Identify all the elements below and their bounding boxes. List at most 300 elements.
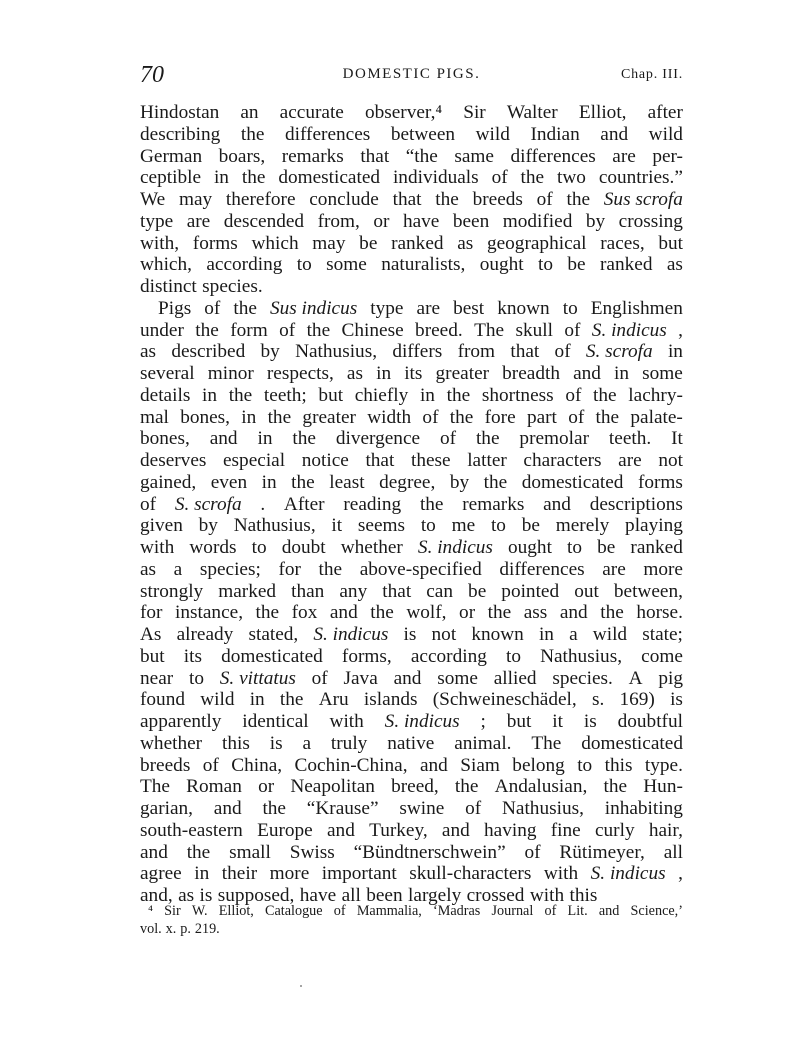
word: Aru — [318, 689, 349, 711]
word: playing — [625, 515, 683, 537]
word: important — [321, 863, 397, 885]
word: S. indicus — [591, 319, 667, 341]
word: been — [452, 210, 490, 232]
word: differences — [284, 123, 371, 145]
word: be — [521, 515, 540, 537]
word: which, — [140, 254, 192, 276]
word: by — [260, 341, 280, 363]
word: boars, — [218, 145, 266, 167]
word: differences — [499, 558, 585, 580]
text-line — [140, 472, 683, 494]
page-number: 70 — [140, 62, 164, 88]
text-line — [140, 537, 683, 559]
word: and — [327, 819, 355, 841]
word: after — [647, 102, 683, 123]
word: according — [410, 645, 487, 667]
word: of — [568, 406, 585, 428]
word: instance, — [175, 602, 244, 624]
word: having — [484, 819, 537, 841]
word: describing — [140, 123, 221, 145]
word: remarks — [462, 493, 525, 515]
word: Nathusius, — [540, 645, 623, 667]
word: Java — [343, 667, 378, 689]
word: chiefly — [354, 384, 409, 406]
word: the — [483, 471, 508, 493]
word: therefore — [225, 189, 296, 210]
word: even — [210, 471, 248, 493]
word: and — [213, 798, 242, 819]
word: with — [329, 711, 364, 732]
word: details — [140, 384, 191, 406]
word: are — [186, 210, 211, 232]
word: teeth; — [263, 384, 307, 406]
word: Sus scrofa — [603, 189, 683, 210]
word: of — [439, 428, 457, 450]
word: mal — [140, 406, 169, 428]
word: as — [140, 341, 157, 363]
word: truly — [330, 732, 368, 754]
word: more — [269, 863, 310, 885]
word: as — [346, 363, 363, 384]
word: for — [140, 602, 163, 624]
word: fox — [291, 602, 318, 624]
word: lachry- — [628, 384, 683, 406]
word: marked — [218, 580, 277, 602]
word: type — [370, 297, 404, 319]
word: especial — [223, 450, 286, 471]
word: naturalists, — [381, 254, 466, 276]
word: , — [678, 863, 683, 885]
word: ; — [480, 711, 486, 732]
word: notice — [301, 450, 349, 471]
word: skull — [515, 319, 553, 341]
word: hair, — [648, 819, 683, 841]
word: as — [178, 885, 195, 906]
word: of — [554, 341, 571, 363]
word: to — [577, 754, 593, 776]
word: Hun- — [643, 776, 683, 798]
word: degree, — [379, 471, 436, 493]
word: forms — [637, 471, 683, 493]
word: ‘Madras — [433, 903, 481, 919]
word: be — [567, 254, 586, 276]
word: respects, — [266, 363, 334, 384]
word: ranked — [630, 537, 683, 558]
word: supposed, — [217, 885, 295, 906]
word: crossed — [466, 885, 525, 906]
footnote-line — [140, 902, 683, 920]
word: and — [441, 819, 470, 841]
word: are — [416, 297, 441, 319]
text-line — [140, 581, 683, 603]
word: differs — [392, 341, 443, 363]
word: breeds — [140, 754, 191, 776]
word: these — [410, 450, 451, 471]
word: China, — [231, 754, 283, 776]
word: may — [178, 189, 213, 210]
text-line — [140, 298, 683, 320]
word: Cochin-China, — [294, 754, 408, 776]
word: to — [420, 515, 436, 537]
word: not — [431, 624, 457, 645]
word: in — [194, 863, 210, 885]
word: and — [329, 602, 358, 624]
word: the — [603, 776, 628, 798]
word: 219. — [194, 921, 220, 937]
word: whether — [140, 732, 203, 754]
word: and — [140, 841, 168, 863]
word: of — [524, 841, 541, 863]
word: words — [189, 537, 237, 558]
word: some — [326, 254, 367, 276]
word: The — [474, 319, 505, 341]
word: in — [667, 341, 683, 363]
word: Neapolitan — [290, 776, 375, 798]
word: which — [251, 232, 299, 254]
word: some — [642, 363, 683, 384]
word: remarks — [281, 145, 344, 167]
word: The — [531, 732, 562, 754]
word: me — [451, 515, 476, 537]
text-line — [140, 668, 683, 690]
word: Hindostan — [140, 102, 220, 123]
word: it — [331, 515, 343, 537]
text-line — [140, 559, 683, 581]
word: according — [206, 254, 283, 276]
text-line — [140, 602, 683, 624]
word: greater — [302, 406, 356, 428]
word: the — [435, 189, 459, 210]
word: and — [573, 363, 601, 384]
word: Nathusius, — [233, 515, 316, 537]
word: the — [279, 689, 304, 711]
word: s. — [591, 689, 605, 711]
word: of — [465, 798, 482, 819]
word: Science,’ — [630, 903, 683, 919]
word: ⁴ — [148, 903, 153, 919]
word: geographical — [486, 232, 587, 254]
word: the — [475, 428, 500, 450]
word: crossing — [618, 210, 683, 232]
word: bones, — [180, 406, 231, 428]
footnote-line — [140, 920, 683, 938]
page-header — [140, 62, 683, 92]
word: can — [426, 580, 453, 602]
word: the — [241, 167, 266, 189]
word: wild — [592, 624, 628, 645]
word: Sus indicus — [269, 297, 358, 319]
word: breeds — [472, 189, 523, 210]
word: the — [595, 406, 620, 428]
word: ought — [508, 537, 552, 558]
word: with — [543, 863, 579, 885]
word: under — [140, 319, 184, 341]
word: to — [296, 254, 312, 276]
word: with — [529, 885, 565, 906]
word: be — [468, 580, 487, 602]
word: S. scrofa — [174, 493, 242, 515]
word: part — [526, 406, 557, 428]
word: the — [446, 384, 471, 406]
word: Catalogue — [265, 903, 323, 919]
text-line — [140, 363, 683, 385]
word: for — [278, 558, 301, 580]
word: (Schweineschädel, — [432, 689, 577, 711]
word: that — [360, 145, 390, 167]
word: x. — [165, 921, 177, 937]
word: species; — [199, 558, 261, 580]
word: a — [173, 558, 183, 580]
word: horse. — [636, 602, 683, 624]
word: width — [367, 406, 412, 428]
word: S. indicus — [313, 624, 389, 645]
word: strongly — [140, 580, 204, 602]
word: domesticated — [221, 645, 323, 667]
word: S. indicus — [417, 537, 493, 558]
word: , — [678, 319, 683, 341]
word: wild — [475, 123, 510, 145]
word: the — [318, 558, 343, 580]
word: latter — [467, 450, 507, 471]
word: characters — [523, 450, 602, 471]
word: in — [376, 363, 392, 384]
text-line — [140, 820, 683, 842]
word: agree — [140, 863, 182, 885]
word: W. — [191, 903, 208, 919]
running-head: DOMESTIC PIGS. — [342, 66, 481, 82]
text-line — [140, 842, 683, 864]
word: that — [365, 450, 395, 471]
word: of — [140, 493, 157, 515]
word: S. scrofa — [585, 341, 653, 363]
word: conclude — [309, 189, 379, 210]
word: Lit. — [567, 903, 588, 919]
word: bones, — [140, 428, 190, 450]
word: observer,⁴ — [364, 102, 443, 123]
word: with, — [140, 232, 180, 254]
word: descriptions — [589, 493, 683, 515]
word: palate- — [630, 406, 683, 428]
word: A — [628, 667, 643, 689]
footnote — [140, 902, 683, 938]
word: the — [240, 123, 265, 145]
word: skull-characters — [409, 863, 532, 885]
word: that — [392, 189, 422, 210]
word: S. vittatus — [219, 667, 296, 689]
word: the — [262, 798, 286, 819]
word: a — [302, 732, 312, 754]
word: in — [261, 471, 277, 493]
word: The — [140, 776, 170, 798]
word: per- — [652, 145, 683, 167]
word: Chinese — [341, 319, 404, 341]
word: German — [140, 145, 203, 167]
word: as — [457, 232, 474, 254]
word: found — [140, 689, 185, 711]
word: the — [306, 319, 331, 341]
word: are — [618, 450, 642, 471]
word: the — [292, 428, 316, 450]
word: doubt — [281, 537, 326, 558]
text-line — [140, 798, 683, 820]
word: already — [176, 624, 234, 645]
word: and — [543, 493, 571, 515]
word: the — [233, 297, 257, 319]
word: differences — [510, 145, 596, 167]
word: Siam — [460, 754, 500, 776]
word: type. — [644, 754, 683, 776]
word: and, — [140, 885, 173, 906]
word: to — [562, 297, 578, 319]
word: known — [471, 624, 524, 645]
text-line — [140, 733, 683, 755]
word: same — [454, 145, 494, 167]
word: breed, — [391, 776, 439, 798]
word: allied — [493, 667, 537, 689]
word: or — [258, 776, 275, 798]
word: individuals — [392, 167, 479, 189]
word: identical — [242, 711, 309, 732]
word: domesticated — [278, 167, 381, 189]
chapter-reference: Chap. III. — [620, 67, 683, 82]
word: and — [598, 903, 620, 919]
text-line — [140, 689, 683, 711]
word: by — [449, 471, 470, 493]
word: shortness — [481, 384, 554, 406]
word: the — [419, 493, 444, 515]
word: or — [373, 210, 390, 232]
word: from — [457, 341, 496, 363]
word: known — [497, 297, 550, 319]
word: with — [140, 537, 175, 558]
word: the — [566, 189, 591, 210]
word: doubtful — [617, 711, 683, 732]
word: of — [536, 189, 553, 210]
word: It — [671, 428, 683, 450]
word: the — [186, 841, 211, 863]
word: of — [311, 667, 328, 689]
word: and — [559, 602, 588, 624]
word: stated, — [248, 624, 299, 645]
word: have — [402, 210, 440, 232]
word: accurate — [279, 102, 344, 123]
word: breed. — [415, 319, 463, 341]
word: and — [393, 667, 422, 689]
word: forms — [192, 232, 238, 254]
word: of — [422, 406, 439, 428]
word: countries.” — [598, 167, 683, 189]
word: races, — [600, 232, 645, 254]
word: the — [600, 602, 624, 624]
word: form — [230, 319, 268, 341]
text-line — [140, 102, 683, 124]
word: pointed — [501, 580, 560, 602]
word: in — [213, 167, 229, 189]
word: reading — [343, 493, 402, 515]
word: . — [260, 493, 266, 515]
text-line — [140, 189, 683, 211]
word: Nathusius, — [295, 341, 378, 363]
word: that — [382, 580, 412, 602]
word: the — [228, 384, 253, 406]
text-line — [140, 124, 683, 146]
text-line — [140, 407, 683, 429]
word: be — [359, 232, 378, 254]
word: been — [366, 885, 403, 906]
text-line — [140, 450, 683, 472]
word: is — [199, 885, 213, 906]
word: deserves — [140, 450, 207, 471]
word: their — [221, 863, 258, 885]
word: an — [240, 102, 259, 123]
text-line — [140, 494, 683, 516]
word: in — [202, 384, 218, 406]
word: have — [299, 885, 337, 906]
word: several — [140, 363, 195, 384]
word: be — [597, 537, 616, 558]
word: but — [318, 384, 344, 406]
word: may — [312, 232, 346, 254]
word: Walter — [506, 102, 558, 123]
word: all — [663, 841, 683, 863]
word: and — [419, 754, 448, 776]
word: the — [593, 384, 617, 406]
word: is — [269, 732, 283, 754]
word: come — [641, 645, 683, 667]
word: the — [255, 602, 280, 624]
word: described — [171, 341, 246, 363]
word: to — [538, 254, 554, 276]
word: the — [195, 319, 219, 341]
word: of — [204, 297, 221, 319]
word: least — [329, 471, 365, 493]
word: Andalusian, — [494, 776, 588, 798]
word: of — [565, 384, 582, 406]
word: premolar — [519, 428, 590, 450]
word: Pigs — [158, 297, 192, 319]
word: this — [604, 754, 633, 776]
word: Nathusius, — [501, 798, 584, 819]
word: greater — [435, 363, 490, 384]
text-line — [140, 428, 683, 450]
text-line — [140, 776, 683, 798]
word: forms, — [341, 645, 392, 667]
word: of — [333, 903, 346, 919]
text-line — [140, 320, 683, 342]
text-line — [140, 711, 683, 733]
word: between, — [613, 580, 683, 602]
word: south-eastern — [140, 819, 243, 841]
word: of — [544, 903, 557, 919]
word: “the — [405, 145, 438, 167]
word: vol. — [140, 921, 162, 937]
word: it — [552, 711, 563, 732]
word: wild — [648, 123, 683, 145]
word: swine — [399, 798, 445, 819]
word: to — [567, 537, 583, 558]
word: divergence — [335, 428, 421, 450]
word: to — [505, 645, 521, 667]
word: ought — [479, 254, 524, 276]
word: as — [140, 558, 157, 580]
word: minor — [207, 363, 254, 384]
word: Mammalia, — [356, 903, 422, 919]
word: modified — [502, 210, 573, 232]
word: distinct — [140, 276, 197, 297]
word: all — [341, 885, 361, 906]
word: the — [487, 602, 512, 624]
word: whether — [340, 537, 403, 558]
